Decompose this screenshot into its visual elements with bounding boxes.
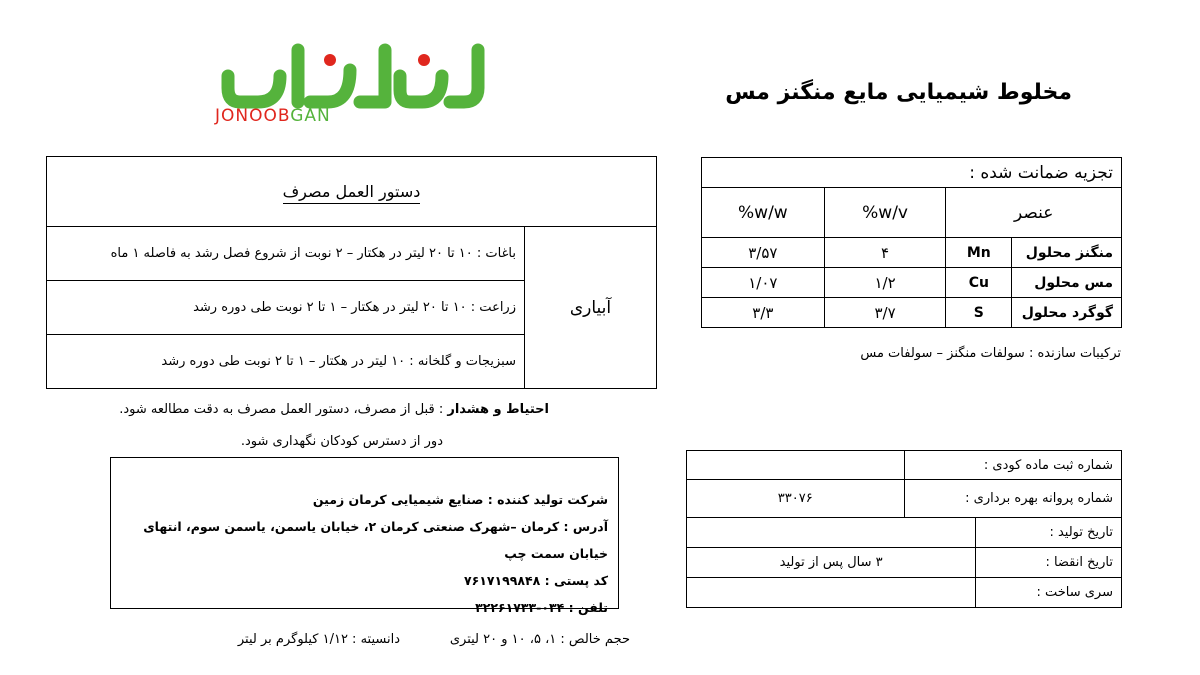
instructions-category: آبیاری [525, 227, 657, 389]
col-wv-header: %w/v [824, 188, 946, 238]
warning-label: احتیاط و هشدار [447, 402, 549, 417]
production-date-value [687, 518, 976, 548]
batch-label: سری ساخت : [976, 578, 1122, 608]
manufacturer-address: آدرس : کرمان –شهرک صنعتی کرمان ۲، خیابان یاسمن، یاسمن سوم، انتهای خیابان سمت چپ [143, 519, 608, 561]
license-label: شماره پروانه بهره برداری : [904, 480, 1122, 518]
analysis-row [702, 298, 1122, 328]
element-symbol: S [946, 298, 1012, 328]
expiry-date-label: تاریخ انقضا : [976, 548, 1122, 578]
batch-value [687, 578, 976, 608]
net-volume: حجم خالص : ۱، ۵، ۱۰ و ۲۰ لیتری [449, 632, 630, 647]
col-element-header: عنصر [946, 188, 1122, 238]
expiry-date-value: ۳ سال پس از تولید [687, 548, 976, 578]
warning-text-1: : قبل از مصرف، دستور العمل مصرف به دقت مطالعه شود. [119, 402, 448, 417]
col-ww-header: %w/w [702, 188, 825, 238]
brand-latin-name [215, 106, 331, 126]
composition-text: ترکیبات سازنده : سولفات منگنز – سولفات مس [860, 346, 1121, 361]
registration-table [686, 450, 1122, 518]
density: دانسیته : ۱/۱۲ کیلوگرم بر لیتر [237, 632, 400, 647]
element-name: منگنز محلول [1012, 238, 1122, 268]
instruction-row: باغات : ۱۰ تا ۲۰ لیتر در هکتار – ۲ نوبت از شروع فصل رشد به فاصله ۱ ماه [47, 227, 525, 281]
production-date-label: تاریخ تولید : [976, 518, 1122, 548]
manufacturer-box [110, 457, 619, 615]
element-symbol: Mn [946, 238, 1012, 268]
brand-latin-suffix: GAN [290, 106, 331, 126]
element-symbol: Cu [946, 268, 1012, 298]
reg-number-value [687, 451, 905, 480]
element-wv: ۴ [824, 238, 946, 268]
product-title: مخلوط شیمیایی مایع منگنز مس [725, 80, 1072, 105]
element-ww: ۳/۳ [702, 298, 825, 328]
brand-latin-prefix: JONOOB [215, 106, 291, 126]
element-name: گوگرد محلول [1012, 298, 1122, 328]
instruction-row: زراعت : ۱۰ تا ۲۰ لیتر در هکتار – ۱ تا ۲ نوبت طی دوره رشد [47, 281, 525, 335]
element-wv: ۳/۷ [824, 298, 946, 328]
instructions-heading-text: دستور العمل مصرف [283, 182, 421, 204]
instruction-row: سبزیجات و گلخانه : ۱۰ لیتر در هکتار – ۱ تا ۲ نوبت طی دوره رشد [47, 335, 525, 389]
analysis-row [702, 238, 1122, 268]
analysis-row [702, 268, 1122, 298]
analysis-heading: تجزیه ضمانت شده : [702, 158, 1122, 188]
registration-dates-table [686, 517, 1122, 608]
reg-number-label: شماره ثبت ماده کودی : [904, 451, 1122, 480]
warning-line-2: دور از دسترس کودکان نگهداری شود. [240, 434, 443, 449]
manufacturer-phone: تلفن : ۰۳۴-۳۲۲۶۱۷۳۳ [475, 600, 608, 615]
element-ww: ۱/۰۷ [702, 268, 825, 298]
usage-instructions-table [46, 156, 657, 389]
license-value: ۳۳۰۷۶ [687, 480, 905, 518]
guaranteed-analysis-table [701, 157, 1122, 328]
manufacturer-company: شرکت تولید کننده : صنایع شیمیایی کرمان زمین [312, 492, 608, 507]
instructions-heading [47, 157, 657, 227]
manufacturer-postal: کد پستی : ۷۶۱۷۱۹۹۸۴۸ [463, 573, 608, 588]
element-wv: ۱/۲ [824, 268, 946, 298]
element-name: مس محلول [1012, 268, 1122, 298]
element-ww: ۳/۵۷ [702, 238, 825, 268]
warning-line-1 [46, 402, 549, 417]
